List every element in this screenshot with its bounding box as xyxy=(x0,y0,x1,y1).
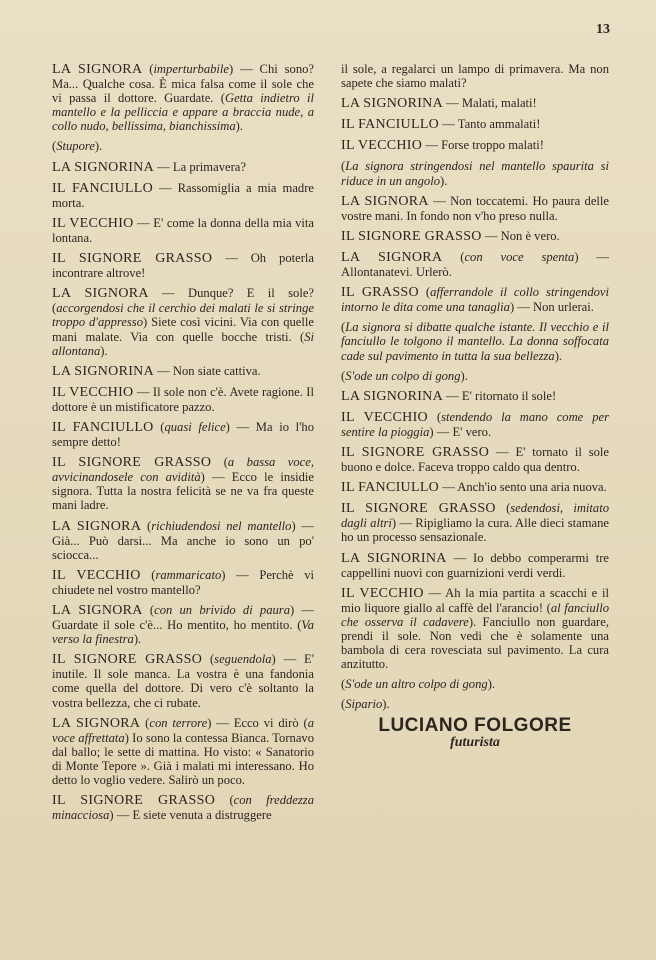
dialogue-text: — Forse troppo malati! xyxy=(422,138,544,153)
dialogue-text: (S'ode un altro colpo di gong). xyxy=(341,677,496,692)
dialogue-text: (sedendosi, imitato dagli altri) — Ripigliamo la cura. Alle dieci stamane ho un processo sensazionale. xyxy=(341,501,610,545)
dialogue-paragraph xyxy=(341,138,609,153)
dialogue-paragraph xyxy=(52,519,314,562)
speaker-name: LA SIGNORA xyxy=(52,62,143,77)
speaker-name: IL VECCHIO xyxy=(52,215,134,231)
dialogue-paragraph xyxy=(52,251,314,280)
dialogue-paragraph xyxy=(341,445,609,474)
speaker-name: LA SIGNORINA xyxy=(52,159,154,175)
dialogue-paragraph xyxy=(341,677,609,691)
speaker-name: IL FANCIULLO xyxy=(341,480,440,496)
dialogue-paragraph xyxy=(52,652,314,709)
speaker-name: LA SIGNORA xyxy=(341,193,429,209)
speaker-name: LA SIGNORINA xyxy=(341,388,443,404)
speaker-name: LA SIGNORA xyxy=(341,249,443,265)
dialogue-text: (a bassa voce, avvicinandosele con avidità) — Ecco le insidie signora. Tutta la nostra felicità se ne va fra queste mani ladre. xyxy=(52,455,314,513)
dialogue-paragraph xyxy=(341,159,609,187)
dialogue-text: — Non siate cattiva. xyxy=(154,363,261,378)
dialogue-paragraph xyxy=(341,62,609,90)
dialogue-text: il sole, a regalarci un lampo di primavera. Ma non sapete che siamo malati? xyxy=(341,62,609,91)
dialogue-text: (con terrore) — Ecco vi dirò (a voce affrettata) Io sono la contessa Bianca. Tornavo dal ballo; le sette di mattina. Ho visto: « Sanatorio di Monte Tepore ». Già i malati mi interessano. Ho detto lo voglio vedere. Salirò un poco. xyxy=(52,715,315,788)
dialogue-text: — Ah la mia partita a scacchi e il mio liquore giallo al caffè del l'arancio! (al fanciullo che osserva il cadavere). Fanciullo non guardare, prendi il sole. Non vedi che è solamente una bambola di cera rovesciata sul pavimento. La cura anzitutto. xyxy=(341,585,609,672)
dialogue-text: — Malati, malati! xyxy=(443,96,537,111)
dialogue-text: — E' come la donna della mia vita lontana. xyxy=(52,215,314,245)
dialogue-paragraph xyxy=(52,455,314,512)
speaker-name: IL FANCIULLO xyxy=(52,419,154,435)
dialogue-text: (seguendola) — E' inutile. Il sole manca. La vostra è una fandonia come quella del dottore. Di vero c'è soltanto la vostra bellezza, che ci rubate. xyxy=(52,652,314,710)
dialogue-paragraph xyxy=(341,250,609,279)
dialogue-text: — Rassomiglia a mia madre morta. xyxy=(52,180,314,210)
dialogue-text: — Dunque? E il sole? (accorgendosi che il cerchio dei malati le si stringe troppo d'appresso) Siete così vicini. Via con quelle mani malate. Via con quelle bocche tristi. (Si allontana). xyxy=(52,286,314,358)
speaker-name: IL VECCHIO xyxy=(341,138,423,154)
dialogue-text: — La primavera? xyxy=(154,159,246,174)
dialogue-paragraph xyxy=(341,229,609,244)
speaker-name: LA SIGNORINA xyxy=(341,550,447,566)
dialogue-paragraph xyxy=(52,603,314,646)
dialogue-paragraph xyxy=(52,216,314,245)
dialogue-text: — Oh poterla incontrare altrove! xyxy=(52,251,314,281)
dialogue-text: (La signora stringendosi nel mantello spaurita si riduce in un angolo). xyxy=(341,159,609,188)
dialogue-paragraph xyxy=(341,410,609,439)
dialogue-text: (richiudendosi nel mantello) — Già... Può darsi... Ma anche io sono un po' sciocca... xyxy=(52,518,315,562)
dialogue-paragraph xyxy=(52,420,314,449)
speaker-name: IL VECCHIO xyxy=(52,567,141,583)
speaker-name: LA SIGNORA xyxy=(52,603,143,618)
dialogue-text: (S'ode un colpo di gong). xyxy=(341,368,468,383)
speaker-name: IL SIGNORE GRASSO xyxy=(52,251,213,267)
dialogue-paragraph xyxy=(52,62,314,133)
dialogue-paragraph xyxy=(52,139,314,153)
right-column xyxy=(341,62,609,750)
dialogue-paragraph xyxy=(341,369,609,383)
dialogue-paragraph xyxy=(52,568,314,597)
dialogue-paragraph xyxy=(341,285,609,314)
dialogue-text: (Sipario). xyxy=(341,697,390,712)
dialogue-paragraph xyxy=(341,194,609,223)
speaker-name: IL SIGNORE GRASSO xyxy=(341,501,496,517)
dialogue-text: — Io debbo comperarmi tre cappellini nuovi con guarnizioni verdi verdi. xyxy=(341,550,609,580)
speaker-name: IL SIGNORE GRASSO xyxy=(52,455,212,471)
dialogue-paragraph xyxy=(52,181,314,210)
dialogue-paragraph xyxy=(341,320,609,362)
speaker-name: IL FANCIULLO xyxy=(341,117,440,133)
dialogue-paragraph xyxy=(341,117,609,132)
dialogue-text: (imperturbabile) — Chi sono? Ma... Qualche cosa. È mica falsa come il sole che vi passa il dottore. Guardate. (Getta indietro il mantello e la pelliccia e appare a braccia nude, a collo nudo, bellissima, bianchissima). xyxy=(52,62,315,134)
speaker-name: IL SIGNORE GRASSO xyxy=(52,793,216,809)
dialogue-paragraph xyxy=(52,716,314,787)
dialogue-text: (con voce spenta) — Allontanatevi. Urlerò. xyxy=(341,249,609,280)
dialogue-text: (quasi felice) — Ma io l'ho sempre detto! xyxy=(52,419,315,450)
speaker-name: IL SIGNORE GRASSO xyxy=(52,652,203,668)
dialogue-text: (La signora si dibatte qualche istante. Il vecchio e il fanciullo le tolgono il mantello. La donna soffocata cade sul pavimento in tutta la sua bellezza). xyxy=(341,320,609,363)
dialogue-text: (Stupore). xyxy=(52,139,103,154)
speaker-name: IL VECCHIO xyxy=(52,384,134,400)
dialogue-paragraph xyxy=(52,160,314,175)
dialogue-text: — E' ritornato il sole! xyxy=(443,388,557,403)
dialogue-text: (con un brivido di paura) — Guardate il sole c'è... Ho mentito, ho mentito. (Va verso la finestra). xyxy=(52,603,315,647)
dialogue-text: — Il sole non c'è. Avete ragione. Il dottore è un mistificatore pazzo. xyxy=(52,384,314,414)
author-signature: LUCIANO FOLGORE xyxy=(378,715,572,737)
page-number: 13 xyxy=(596,22,610,37)
dialogue-text: (con freddezza minacciosa) — E siete venuta a distruggere xyxy=(52,793,314,823)
speaker-name: LA SIGNORINA xyxy=(341,96,443,112)
dialogue-text: — E' tornato il sole buono e dolce. Faceva troppo caldo qua dentro. xyxy=(341,444,609,475)
dialogue-paragraph xyxy=(341,480,609,495)
speaker-name: IL SIGNORE GRASSO xyxy=(341,228,482,244)
dialogue-paragraph xyxy=(341,501,609,544)
dialogue-text: — Anch'io sento una aria nuova. xyxy=(439,480,607,495)
dialogue-text: (afferrandole il collo stringendovi intorno le dita come una tanaglia) — Non urlerai. xyxy=(341,285,609,315)
dialogue-paragraph xyxy=(341,389,609,404)
dialogue-text: — Non toccatemi. Ho paura delle vostre mani. In fondo non v'ho preso nulla. xyxy=(341,193,609,223)
dialogue-paragraph xyxy=(52,385,314,414)
speaker-name: LA SIGNORA xyxy=(52,286,149,302)
dialogue-paragraph xyxy=(341,551,609,580)
speaker-name: LA SIGNORINA xyxy=(52,363,154,379)
dialogue-paragraph xyxy=(341,96,609,111)
speaker-name: LA SIGNORA xyxy=(52,715,141,731)
dialogue-paragraph xyxy=(341,697,609,711)
dialogue-paragraph xyxy=(52,364,314,379)
dialogue-text: (stendendo la mano come per sentire la pioggia) — E' vero. xyxy=(341,409,609,439)
dialogue-text: — Tanto ammalati! xyxy=(439,117,541,132)
dialogue-paragraph xyxy=(52,793,314,822)
speaker-name: IL VECCHIO xyxy=(341,409,428,425)
left-column xyxy=(52,62,314,828)
author-movement: futurista xyxy=(450,734,500,750)
dialogue-paragraph xyxy=(52,286,314,357)
speaker-name: IL VECCHIO xyxy=(341,585,424,601)
speaker-name: IL FANCIULLO xyxy=(52,180,153,196)
speaker-name: IL GRASSO xyxy=(341,285,419,301)
dialogue-text: (rammaricato) — Perchè vi chiudete nel vostro mantello? xyxy=(52,567,315,597)
dialogue-text: — Non è vero. xyxy=(481,228,560,243)
speaker-name: LA SIGNORA xyxy=(52,518,142,534)
dialogue-paragraph xyxy=(341,586,609,672)
speaker-name: IL SIGNORE GRASSO xyxy=(341,444,490,460)
